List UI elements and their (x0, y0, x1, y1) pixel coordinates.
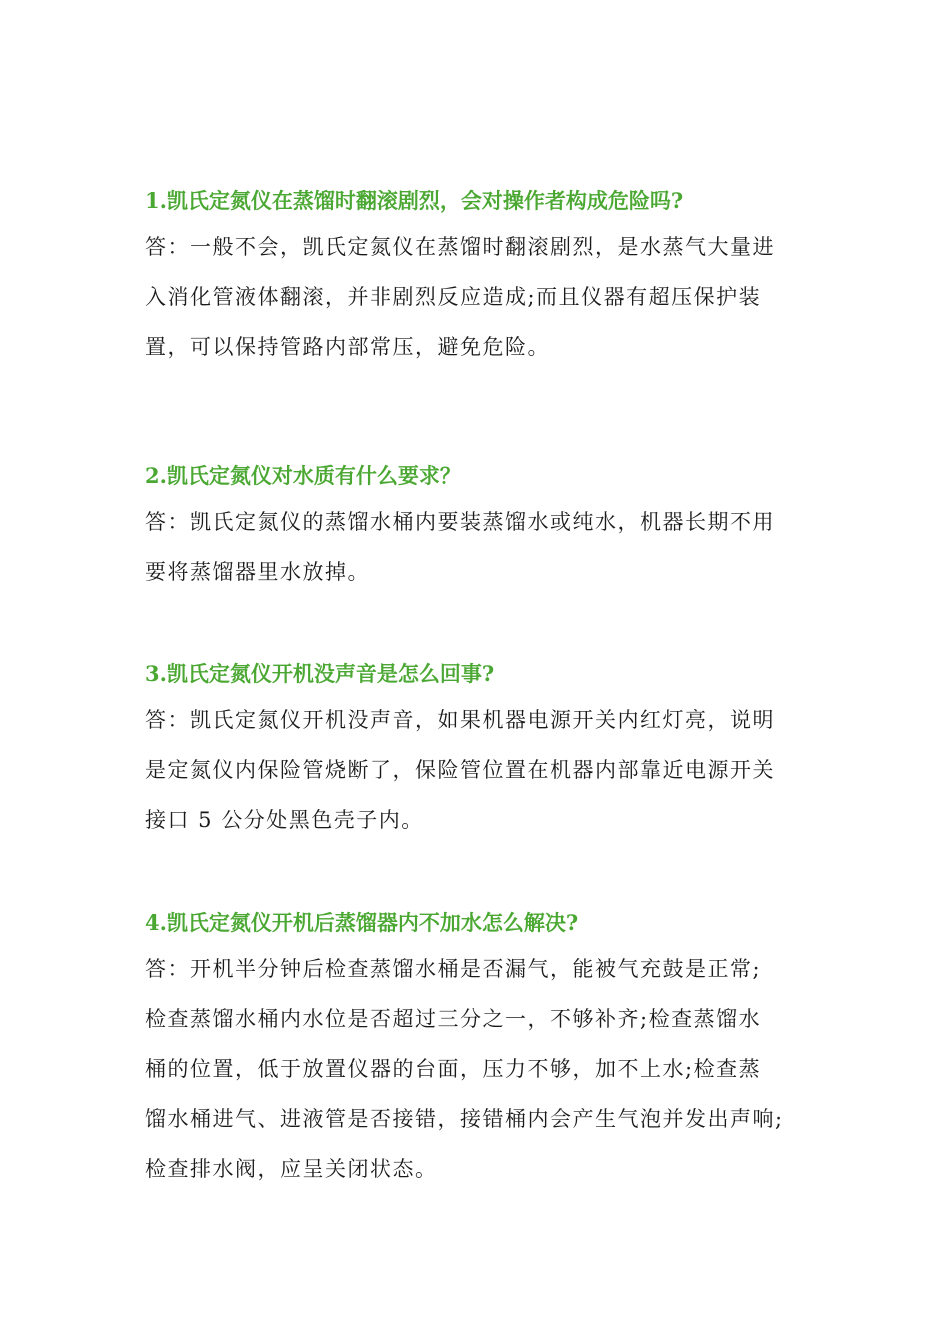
answer-line: 检查排水阀，应呈关闭状态。 (145, 1157, 438, 1181)
answer-paragraph-2 (145, 497, 775, 597)
question-heading-4: 4.凯氏定氮仪开机后蒸馏器内不加水怎么解决? (145, 910, 579, 935)
answer-line: 入消化管液体翻滚，并非剧烈反应造成;而且仪器有超压保护装 (145, 285, 762, 309)
answer-paragraph-3 (145, 695, 775, 845)
answer-line: 是定氮仪内保险管烧断了，保险管位置在机器内部靠近电源开关 (145, 758, 775, 782)
answer-line: 要将蒸馏器里水放掉。 (145, 560, 370, 584)
answer-line: 置，可以保持管路内部常压，避免危险。 (145, 335, 550, 359)
qa-section-2 (145, 455, 775, 597)
question-heading-3: 3.凯氏定氮仪开机没声音是怎么回事? (145, 661, 495, 686)
answer-line: 检查蒸馏水桶内水位是否超过三分之一，不够补齐;检查蒸馏水 (145, 1007, 762, 1031)
qa-section-1 (145, 180, 775, 372)
qa-section-4 (145, 902, 784, 1194)
answer-line: 答：一般不会，凯氏定氮仪在蒸馏时翻滚剧烈，是水蒸气大量进 (145, 235, 775, 259)
answer-paragraph-4 (145, 944, 784, 1194)
answer-line: 答：凯氏定氮仪的蒸馏水桶内要装蒸馏水或纯水，机器长期不用 (145, 510, 775, 534)
answer-paragraph-1 (145, 222, 775, 372)
answer-line: 馏水桶进气、进液管是否接错，接错桶内会产生气泡并发出声响; (145, 1107, 784, 1131)
answer-line: 答：开机半分钟后检查蒸馏水桶是否漏气，能被气充鼓是正常; (145, 957, 762, 981)
answer-line: 接口 5 公分处黑色壳子内。 (145, 808, 424, 832)
answer-line: 桶的位置，低于放置仪器的台面，压力不够，加不上水;检查蒸 (145, 1057, 762, 1081)
qa-section-3 (145, 653, 775, 845)
question-heading-2: 2.凯氏定氮仪对水质有什么要求？ (145, 463, 461, 488)
question-heading-1: 1.凯氏定氮仪在蒸馏时翻滚剧烈，会对操作者构成危险吗? (145, 188, 684, 213)
answer-line: 答：凯氏定氮仪开机没声音，如果机器电源开关内红灯亮，说明 (145, 708, 775, 732)
